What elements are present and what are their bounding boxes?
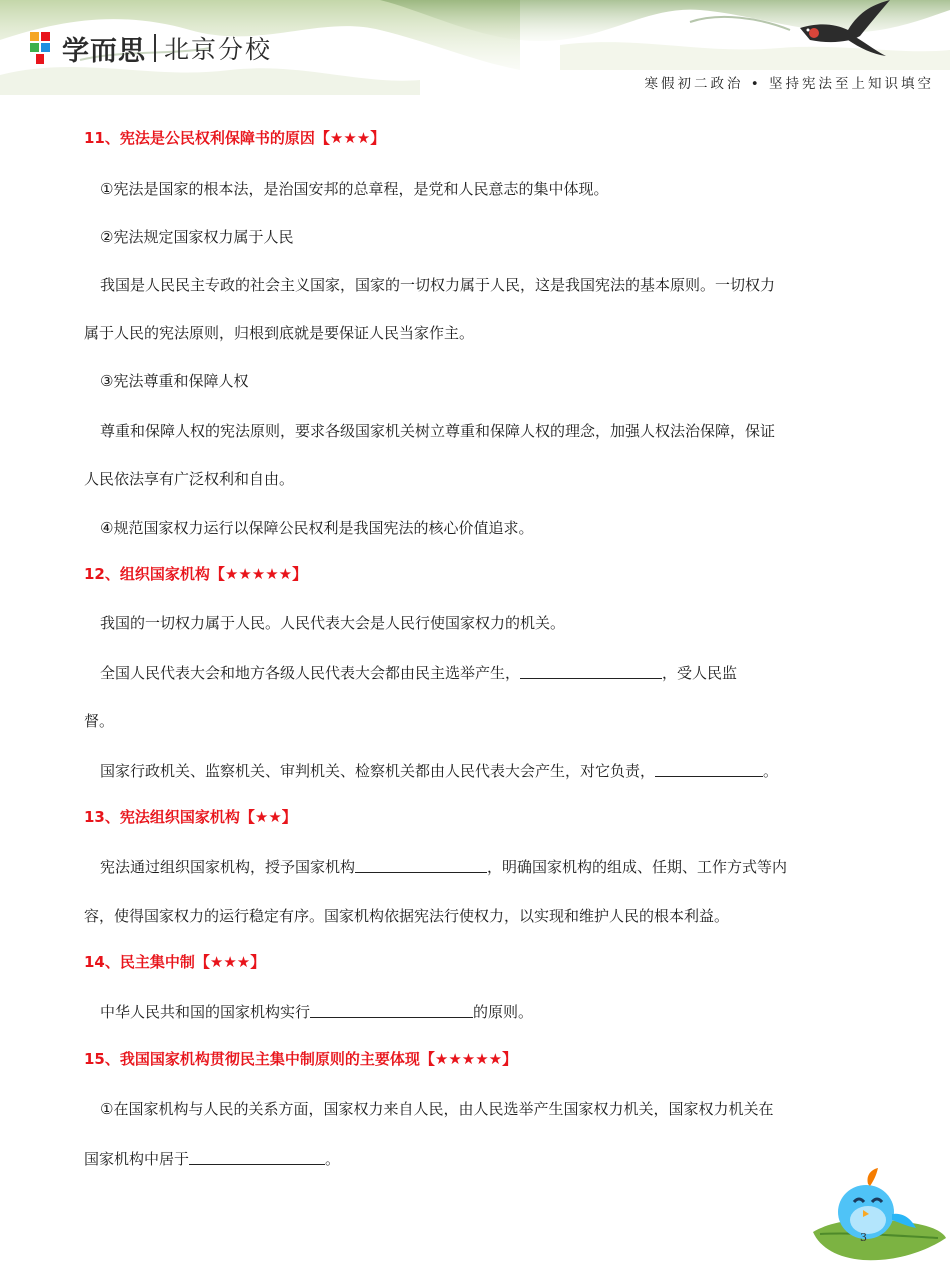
section-13-line-1-text: 宪法通过组织国家机构，授予国家机构	[100, 858, 356, 876]
section-15-line-2	[84, 1148, 340, 1169]
logo-mark-icon	[28, 28, 58, 68]
section-12-heading: 12、组织国家机构【★★★★★】	[84, 565, 308, 583]
section-15-line-2-text: 国家机构中居于	[84, 1150, 190, 1168]
bird-mascot-icon	[808, 1162, 948, 1272]
section-12-line-4-text: 国家行政机关、监察机关、审判机关、检察机关都由人民代表大会产生，对它负责，	[100, 762, 656, 780]
section-15-heading: 15、我国国家机构贯彻民主集中制原则的主要体现【★★★★★】	[84, 1050, 518, 1068]
swallow-bird-icon	[790, 0, 900, 60]
section-13-heading: 13、宪法组织国家机构【★★】	[84, 808, 297, 826]
section-12-line-3: 督。	[84, 712, 115, 730]
section-12-line-2-text: 全国人民代表大会和地方各级人民代表大会都由民主选举产生，	[100, 664, 521, 682]
section-15-line-2-tail: 。	[325, 1150, 341, 1168]
fill-blank-3[interactable]	[355, 858, 487, 873]
section-13-line-1-tail: ，明确国家机构的组成、任期、工作方式等内	[487, 858, 788, 876]
brand-branch: 北京分校	[164, 35, 273, 64]
logo-divider	[154, 34, 156, 62]
section-12-line-1: 我国的一切权力属于人民。人民代表大会是人民行使国家权力的机关。	[100, 614, 566, 632]
brand-name: 学而思	[62, 35, 146, 67]
section-14-line-1-text: 中华人民共和国的国家机构实行	[100, 1003, 311, 1021]
page-header	[0, 0, 950, 110]
brand-logo	[28, 28, 272, 68]
fill-blank-1[interactable]	[520, 664, 662, 679]
section-13-line-1	[100, 856, 787, 877]
section-11-line-8: ④规范国家权力运行以保障公民权利是我国宪法的核心价值追求。	[100, 519, 534, 537]
section-11-line-4: 属于人民的宪法原则，归根到底就是要保证人民当家作主。	[84, 324, 475, 342]
section-13-line-2: 容，使得国家权力的运行稳定有序。国家机构依据宪法行使权力，以实现和维护人民的根本利益。	[84, 907, 730, 925]
section-14-line-1	[100, 1001, 533, 1022]
fill-blank-5[interactable]	[189, 1150, 325, 1165]
fill-blank-4[interactable]	[310, 1003, 473, 1018]
section-11-line-7: 人民依法享有广泛权利和自由。	[84, 470, 295, 488]
section-11-line-1: ①宪法是国家的根本法，是治国安邦的总章程，是党和人民意志的集中体现。	[100, 180, 609, 198]
document-title: 寒假初二政治 • 坚持宪法至上知识填空	[644, 76, 934, 92]
fill-blank-2[interactable]	[655, 762, 763, 777]
section-12-line-2	[100, 662, 737, 683]
page-number: 3	[860, 1231, 867, 1244]
section-11-line-5: ③宪法尊重和保障人权	[100, 372, 249, 390]
section-11-line-6: 尊重和保障人权的宪法原则，要求各级国家机关树立尊重和保障人权的理念，加强人权法治保障，保证	[100, 422, 776, 440]
section-11-heading: 11、宪法是公民权利保障书的原因【★★★】	[84, 129, 386, 147]
section-15-line-1: ①在国家机构与人民的关系方面，国家权力来自人民，由人民选举产生国家权力机关，国家权力机关在	[100, 1100, 774, 1118]
section-11-line-2: ②宪法规定国家权力属于人民	[100, 228, 294, 246]
section-12-line-2-tail: ，受人民监	[662, 664, 738, 682]
section-12-line-4-tail: 。	[763, 762, 779, 780]
section-14-heading: 14、民主集中制【★★★】	[84, 953, 266, 971]
section-11-line-3: 我国是人民民主专政的社会主义国家，国家的一切权力属于人民，这是我国宪法的基本原则。一切权力	[100, 276, 776, 294]
section-12-line-4	[100, 760, 778, 781]
section-14-line-1-tail: 的原则。	[473, 1003, 534, 1021]
